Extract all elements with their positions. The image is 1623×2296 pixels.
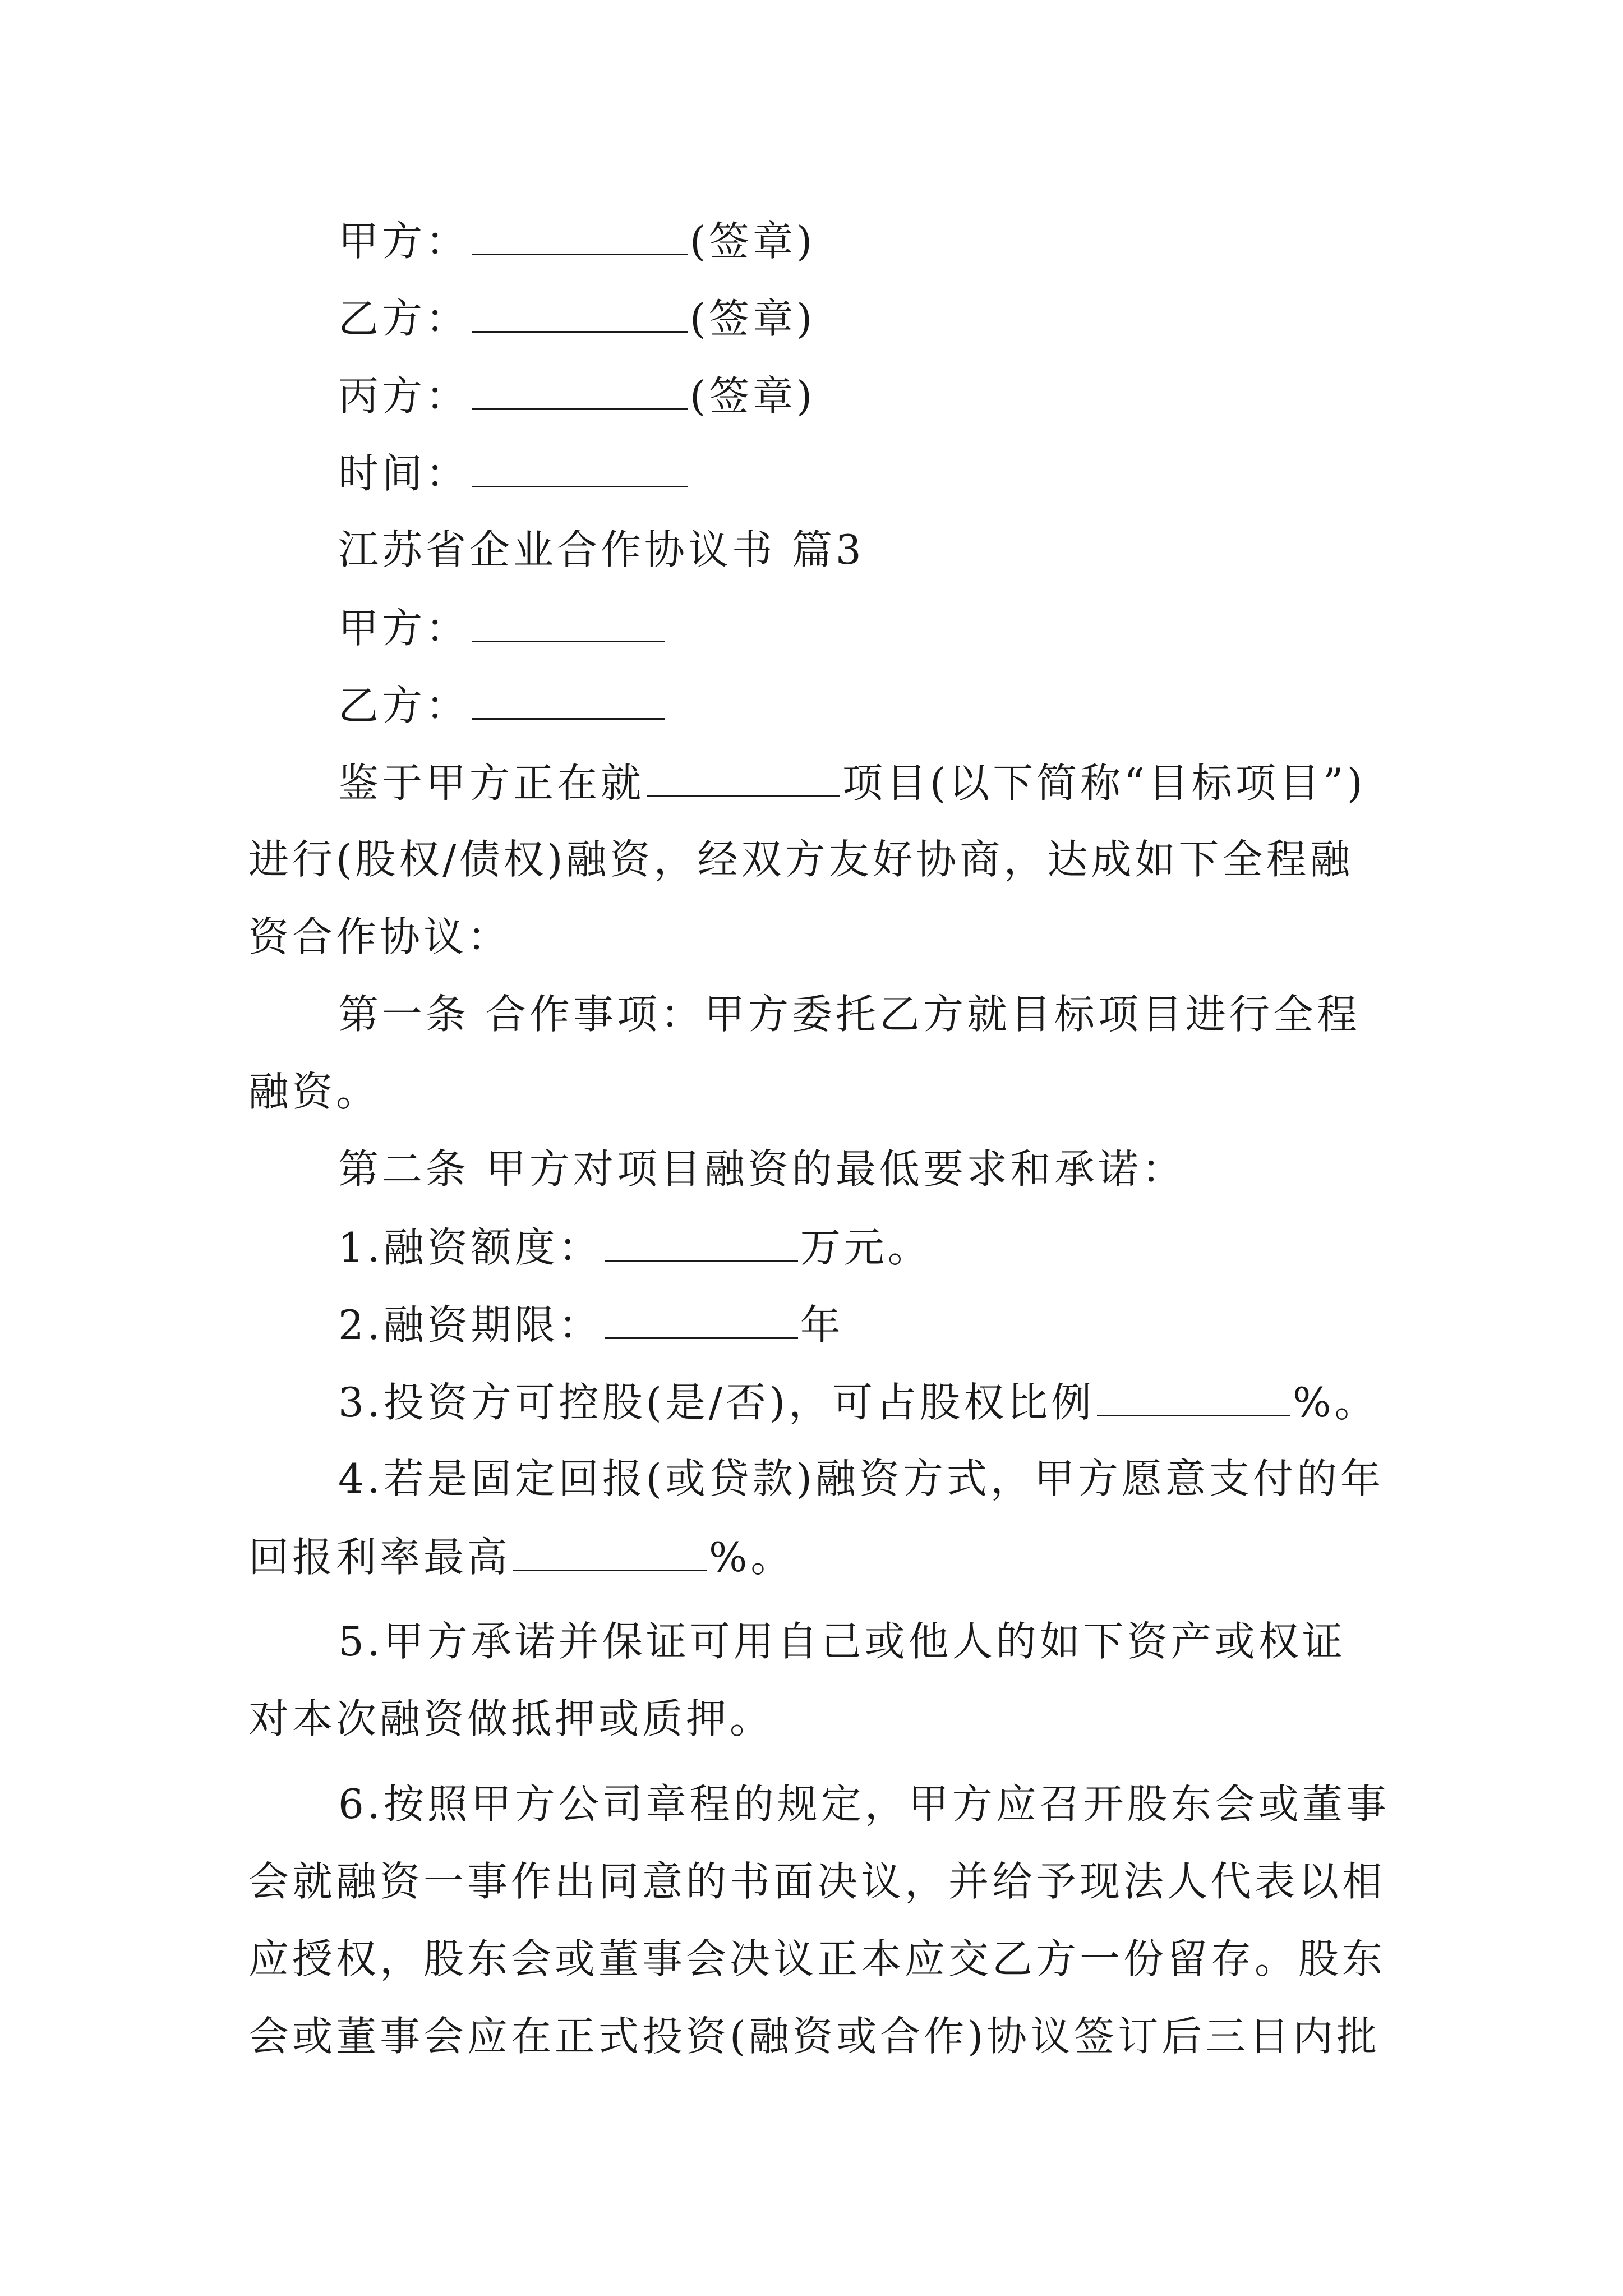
section-title: 江苏省企业合作协议书 篇3	[338, 526, 865, 573]
item6-line-2: 会就融资一事作出同意的书面决议，并给予现法人代表以相	[248, 1858, 1386, 1905]
project-name-blank	[647, 762, 840, 797]
item5-line-2: 对本次融资做抵押或质押。	[248, 1695, 774, 1742]
equity-ratio-blank	[1097, 1381, 1290, 1416]
section3-party-a-blank	[472, 607, 665, 642]
time-blank	[472, 452, 688, 487]
section3-party-a-label: 甲方：	[338, 605, 470, 652]
item1-prefix: 1.融资额度：	[338, 1224, 602, 1271]
item4-prefix: 回报利率最高	[248, 1534, 511, 1581]
item3-suffix: %。	[1293, 1379, 1378, 1426]
financing-amount-blank	[605, 1226, 798, 1262]
item6-line-1: 6.按照甲方公司章程的规定，甲方应召开股东会或董事	[338, 1780, 1390, 1828]
section3-party-a-line	[338, 605, 667, 652]
intro-prefix: 鉴于甲方正在就	[338, 760, 645, 807]
party-c-seal: (签章)	[690, 372, 816, 420]
party-a-blank	[472, 220, 688, 255]
section3-party-b-blank	[472, 684, 665, 720]
article1-line-2: 融资。	[248, 1068, 380, 1115]
item1-suffix: 万元。	[800, 1224, 932, 1271]
article1-line-1: 第一条 合作事项：甲方委托乙方就目标项目进行全程	[338, 991, 1361, 1038]
section3-party-b-label: 乙方：	[338, 682, 470, 729]
item1-line	[338, 1224, 932, 1271]
intro-line-1	[338, 760, 1366, 807]
article2-title: 第二条 甲方对项目融资的最低要求和承诺：	[338, 1145, 1186, 1193]
item5-line-1: 5.甲方承诺并保证可用自己或他人的如下资产或权证	[338, 1618, 1346, 1665]
item6-line-4: 会或董事会应在正式投资(融资或合作)协议签订后三日内批	[248, 2013, 1381, 2060]
party-c-blank	[472, 375, 688, 410]
party-b-signature-line	[338, 295, 816, 342]
interest-rate-blank	[513, 1536, 707, 1571]
intro-suffix: 项目(以下简称“目标项目”)	[842, 760, 1366, 807]
party-a-label: 甲方：	[338, 218, 470, 265]
financing-term-blank	[605, 1304, 798, 1339]
time-label: 时间：	[338, 450, 470, 497]
item3-prefix: 3.投资方可控股(是/否)，可占股权比例	[338, 1379, 1095, 1426]
party-a-signature-line	[338, 218, 816, 265]
item3-line	[338, 1379, 1378, 1426]
section3-party-b-line	[338, 682, 667, 729]
item6-line-3: 应授权，股东会或董事会决议正本应交乙方一份留存。股东	[248, 1935, 1386, 1982]
item2-line	[338, 1301, 844, 1349]
party-b-label: 乙方：	[338, 295, 470, 342]
item4-suffix: %。	[709, 1534, 795, 1581]
item4-line-1: 4.若是固定回报(或贷款)融资方式，甲方愿意支付的年	[338, 1455, 1384, 1502]
party-a-seal: (签章)	[690, 218, 816, 265]
party-c-signature-line	[338, 372, 816, 420]
party-c-label: 丙方：	[338, 372, 470, 420]
item2-prefix: 2.融资期限：	[338, 1301, 602, 1349]
item4-line-2	[248, 1534, 795, 1581]
intro-line-3: 资合作协议：	[248, 913, 511, 960]
party-b-seal: (签章)	[690, 295, 816, 342]
item2-suffix: 年	[800, 1301, 844, 1349]
time-line	[338, 450, 690, 497]
intro-line-2: 进行(股权/债权)融资，经双方友好协商，达成如下全程融	[248, 836, 1354, 883]
party-b-blank	[472, 297, 688, 333]
